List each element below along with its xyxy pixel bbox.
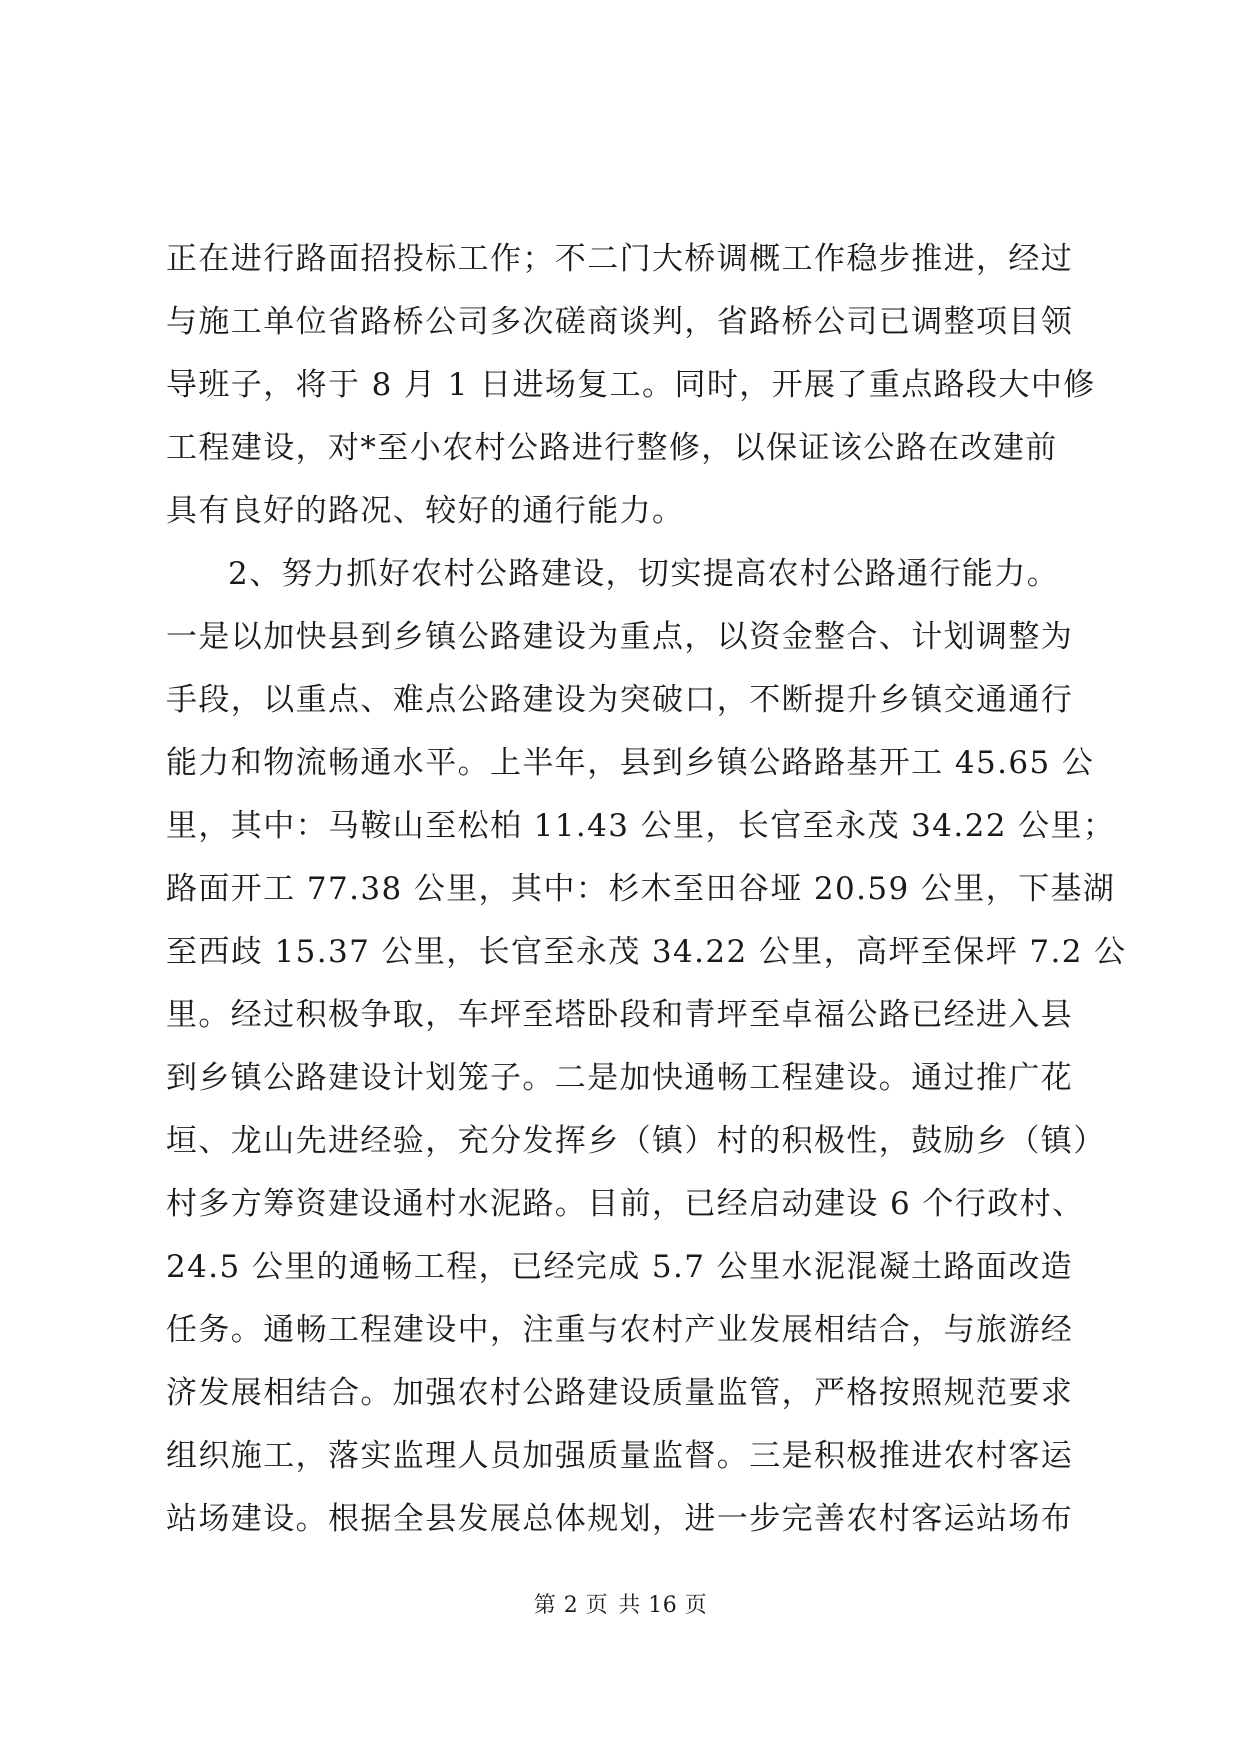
text-line: 至西歧 15.37 公里，长官至永茂 34.22 公里，高坪至保坪 7.2 公 <box>166 934 1127 970</box>
text-line: 村多方筹资建设通村水泥路。目前，已经启动建设 6 个行政村、 <box>166 1186 1085 1222</box>
text-line: 导班子，将于 8 月 1 日进场复工。同时，开展了重点路段大中修 <box>166 367 1096 403</box>
text-line: 一是以加快县到乡镇公路建设为重点，以资金整合、计划调整为 <box>166 619 1074 655</box>
text-line: 垣、龙山先进经验，充分发挥乡（镇）村的积极性，鼓励乡（镇） <box>166 1123 1106 1159</box>
section-heading-line: 2、努力抓好农村公路建设，切实提高农村公路通行能力。 <box>228 556 1060 592</box>
text-line: 工程建设，对*至小农村公路进行整修，以保证该公路在改建前 <box>166 430 1058 466</box>
text-line: 路面开工 77.38 公里，其中：杉木至田谷垭 20.59 公里，下基湖 <box>166 871 1116 907</box>
text-line: 组织施工，落实监理人员加强质量监督。三是积极推进农村客运 <box>166 1438 1074 1474</box>
text-line: 能力和物流畅通水平。上半年，县到乡镇公路路基开工 45.65 公 <box>166 745 1095 781</box>
text-line: 里，其中：马鞍山至松柏 11.43 公里，长官至永茂 34.22 公里； <box>166 808 1116 844</box>
text-line: 手段，以重点、难点公路建设为突破口，不断提升乡镇交通通行 <box>166 682 1074 718</box>
text-line: 济发展相结合。加强农村公路建设质量监管，严格按照规范要求 <box>166 1375 1074 1411</box>
text-line: 与施工单位省路桥公司多次磋商谈判，省路桥公司已调整项目领 <box>166 304 1074 340</box>
page-total: 共 16 页 <box>618 1593 708 1618</box>
text-line: 任务。通畅工程建设中，注重与农村产业发展相结合，与旅游经 <box>166 1312 1074 1348</box>
page-footer <box>0 1591 1241 1621</box>
text-line: 具有良好的路况、较好的通行能力。 <box>166 493 685 529</box>
text-line: 正在进行路面招投标工作；不二门大桥调概工作稳步推进，经过 <box>166 241 1074 277</box>
text-line: 里。经过积极争取，车坪至塔卧段和青坪至卓福公路已经进入县 <box>166 997 1074 1033</box>
text-line: 到乡镇公路建设计划笼子。二是加快通畅工程建设。通过推广花 <box>166 1060 1074 1096</box>
text-line: 24.5 公里的通畅工程，已经完成 5.7 公里水泥混凝土路面改造 <box>166 1249 1074 1285</box>
page-number: 第 2 页 <box>533 1593 609 1618</box>
text-line: 站场建设。根据全县发展总体规划，进一步完善农村客运站场布 <box>166 1501 1074 1537</box>
document-body <box>166 228 1127 1551</box>
